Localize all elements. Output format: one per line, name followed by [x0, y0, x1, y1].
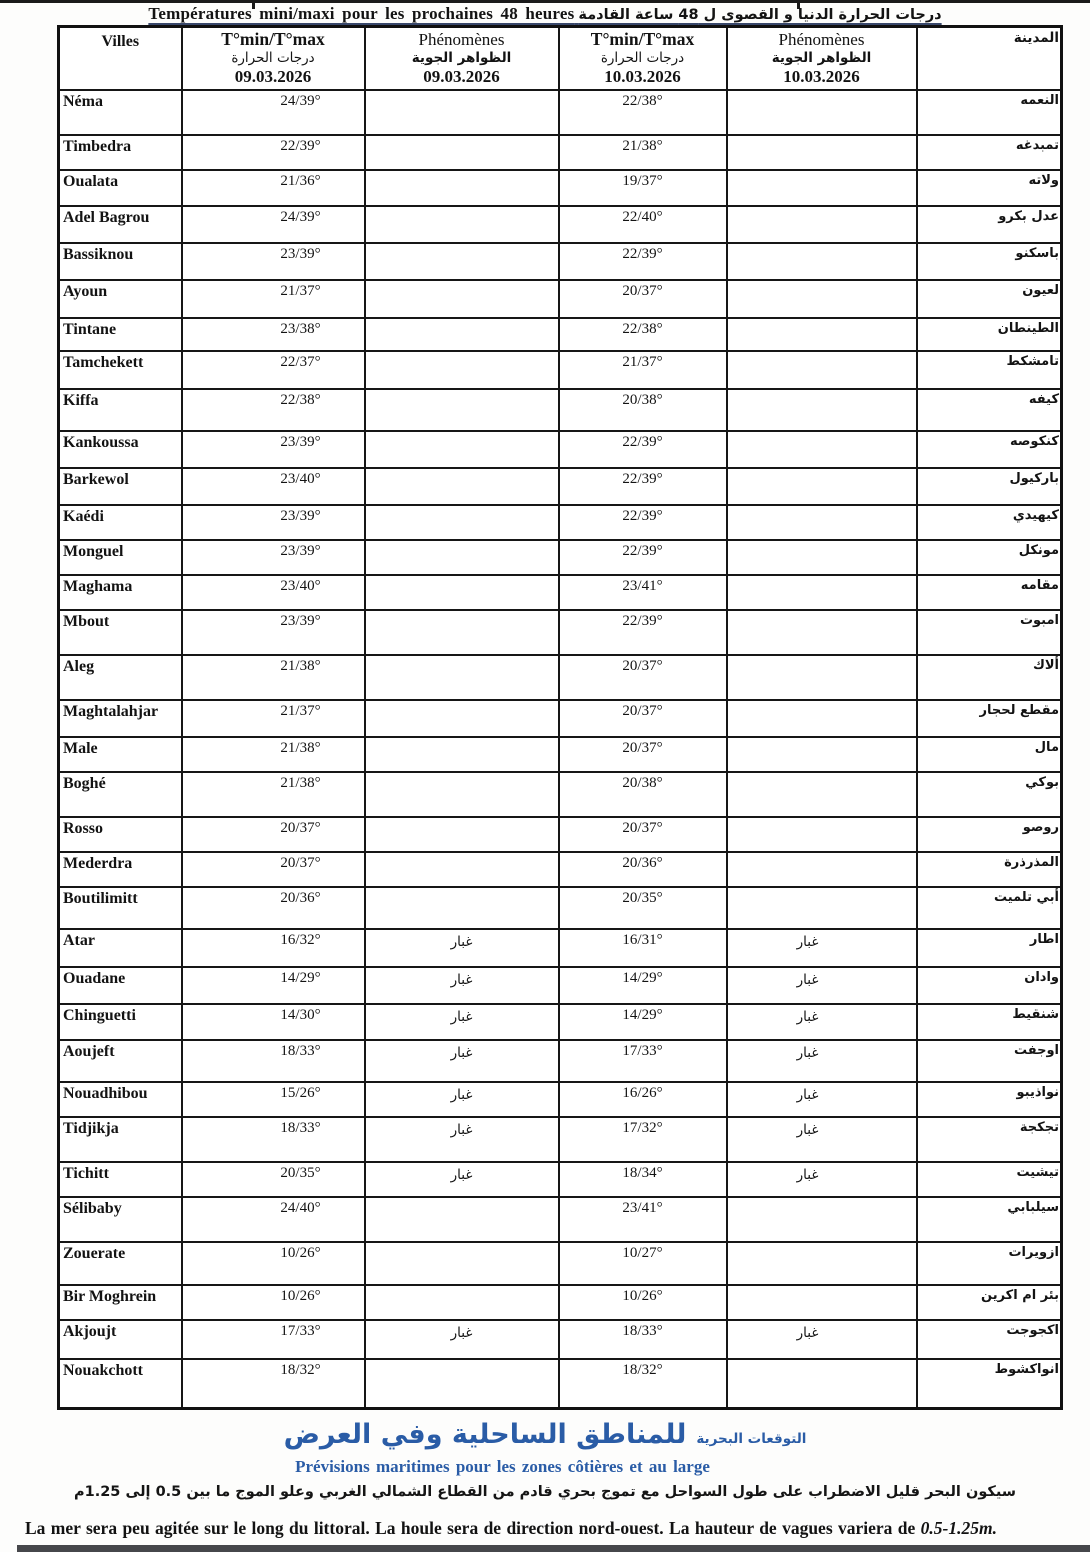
phenomena-day2 — [727, 575, 917, 610]
phenomena-day1 — [365, 505, 559, 540]
city-name-fr: Maghama — [59, 575, 182, 610]
temp-day2: 18/33° — [559, 1320, 727, 1359]
temp-day1: 21/38° — [182, 655, 365, 700]
temp-day2: 20/38° — [559, 389, 727, 431]
phenomena-day2 — [727, 772, 917, 817]
table-row — [59, 431, 1062, 468]
phenomena-day2 — [727, 737, 917, 772]
city-name-fr: Rosso — [59, 817, 182, 852]
temp-day1: 23/40° — [182, 468, 365, 505]
city-name-ar: بوكي — [917, 772, 1062, 817]
table-row — [59, 1197, 1062, 1242]
temp-day1: 14/29° — [182, 967, 365, 1004]
city-name-fr: Male — [59, 737, 182, 772]
temp-day2: 22/38° — [559, 90, 727, 135]
phenomena-day2: غبار — [727, 967, 917, 1004]
temp-day2: 17/33° — [559, 1040, 727, 1082]
temp-day1: 15/26° — [182, 1082, 365, 1117]
phenomena-day2 — [727, 887, 917, 929]
phenomena-day2 — [727, 655, 917, 700]
phenomena-day1: غبار — [365, 1082, 559, 1117]
temp-day2: 20/36° — [559, 852, 727, 887]
temp-day1: 21/37° — [182, 700, 365, 737]
phenomena-day1 — [365, 431, 559, 468]
phenomena-day1 — [365, 1242, 559, 1285]
city-name-fr: Timbedra — [59, 135, 182, 170]
table-row — [59, 967, 1062, 1004]
header-tminmax-day1: T°min/T°max درجات الحرارة 09.03.2026 — [182, 27, 365, 90]
phenomena-day2 — [727, 318, 917, 351]
temp-day1: 10/26° — [182, 1242, 365, 1285]
top-border-remnant — [0, 0, 1090, 3]
temp-day2: 19/37° — [559, 170, 727, 206]
phenomena-day1 — [365, 468, 559, 505]
temp-day2: 21/38° — [559, 135, 727, 170]
temp-day2: 22/39° — [559, 431, 727, 468]
table-row — [59, 280, 1062, 318]
temp-day2: 22/39° — [559, 243, 727, 280]
phenomena-day2 — [727, 90, 917, 135]
temp-day1: 17/33° — [182, 1320, 365, 1359]
phenomena-day1 — [365, 700, 559, 737]
temp-day2: 20/35° — [559, 887, 727, 929]
city-name-fr: Bassiknou — [59, 243, 182, 280]
header-tminmax-day2: T°min/T°max درجات الحرارة 10.03.2026 — [559, 27, 727, 90]
city-name-ar: وادان — [917, 967, 1062, 1004]
temp-day1: 23/39° — [182, 431, 365, 468]
city-name-fr: Nouakchott — [59, 1359, 182, 1409]
phenomena-day2: غبار — [727, 1040, 917, 1082]
city-name-fr: Bir Moghrein — [59, 1285, 182, 1320]
city-name-ar: النعمه — [917, 90, 1062, 135]
temp-day2: 20/37° — [559, 655, 727, 700]
temp-day1: 10/26° — [182, 1285, 365, 1320]
phenomena-day1 — [365, 817, 559, 852]
city-name-ar: مال — [917, 737, 1062, 772]
phenomena-day2 — [727, 243, 917, 280]
city-name-fr: Tintane — [59, 318, 182, 351]
city-name-fr: Mederdra — [59, 852, 182, 887]
phenomena-day2 — [727, 540, 917, 575]
city-name-ar: ألاك — [917, 655, 1062, 700]
phenomena-day1 — [365, 206, 559, 243]
phenomena-day1: غبار — [365, 1004, 559, 1040]
temp-day1: 18/33° — [182, 1117, 365, 1162]
phenomena-day1 — [365, 318, 559, 351]
city-name-fr: Oualata — [59, 170, 182, 206]
city-name-fr: Nouadhibou — [59, 1082, 182, 1117]
table-row — [59, 90, 1062, 135]
header-phenomenes-day1: Phénomènes الظواهر الجوية 09.03.2026 — [365, 27, 559, 90]
table-row — [59, 468, 1062, 505]
city-name-fr: Maghtalahjar — [59, 700, 182, 737]
city-name-fr: Ouadane — [59, 967, 182, 1004]
marine-heading-ar-big: للمناطق الساحلية وفي العرض — [283, 1419, 687, 1450]
phenomena-day2 — [727, 852, 917, 887]
temp-day2: 14/29° — [559, 967, 727, 1004]
city-name-ar: المذرذرة — [917, 852, 1062, 887]
city-name-fr: Kaédi — [59, 505, 182, 540]
table-row — [59, 243, 1062, 280]
city-name-ar: مقطع لحجار — [917, 700, 1062, 737]
phenomena-day1 — [365, 243, 559, 280]
city-name-ar: تمبدغه — [917, 135, 1062, 170]
phenomena-day1: غبار — [365, 1162, 559, 1197]
table-row — [59, 1162, 1062, 1197]
temp-day2: 20/38° — [559, 772, 727, 817]
sea-state-fr: La mer sera peu agitée sur le long du littoral. La houle sera de direction nord-ouest. La hauteur de vagues variera de 0.5-1.25m. — [25, 1518, 997, 1538]
phenomena-day2 — [727, 135, 917, 170]
city-name-fr: Tidjikja — [59, 1117, 182, 1162]
phenomena-day1 — [365, 655, 559, 700]
city-name-fr: Néma — [59, 90, 182, 135]
temp-day1: 21/37° — [182, 280, 365, 318]
temp-day1: 21/36° — [182, 170, 365, 206]
temp-day1: 23/38° — [182, 318, 365, 351]
city-name-fr: Kankoussa — [59, 431, 182, 468]
temp-day1: 14/30° — [182, 1004, 365, 1040]
city-name-ar: تامشكط — [917, 351, 1062, 389]
table-row — [59, 1117, 1062, 1162]
table-row — [59, 575, 1062, 610]
temp-day1: 21/38° — [182, 772, 365, 817]
table-row — [59, 540, 1062, 575]
temp-day1: 20/35° — [182, 1162, 365, 1197]
page-title — [0, 4, 1090, 24]
marine-forecast-heading-fr: Prévisions maritimes pour les zones côtières et au large — [295, 1457, 710, 1476]
city-name-fr: Aleg — [59, 655, 182, 700]
city-name-ar: تجكجة — [917, 1117, 1062, 1162]
table-row — [59, 655, 1062, 700]
table-row — [59, 170, 1062, 206]
phenomena-day1 — [365, 575, 559, 610]
phenomena-day2 — [727, 1359, 917, 1409]
city-name-ar: مونكل — [917, 540, 1062, 575]
city-name-fr: Adel Bagrou — [59, 206, 182, 243]
phenomena-day2 — [727, 1242, 917, 1285]
phenomena-day1: غبار — [365, 1320, 559, 1359]
table-row — [59, 505, 1062, 540]
phenomena-day2: غبار — [727, 1320, 917, 1359]
table-row — [59, 772, 1062, 817]
phenomena-day2 — [727, 431, 917, 468]
table-row — [59, 852, 1062, 887]
phenomena-day2 — [727, 1197, 917, 1242]
wave-height-range: 0.5-1.25m. — [920, 1518, 997, 1538]
phenomena-day2 — [727, 817, 917, 852]
table-row — [59, 700, 1062, 737]
phenomena-day2 — [727, 351, 917, 389]
temp-day1: 23/39° — [182, 505, 365, 540]
marine-forecast-heading-ar — [0, 1419, 1090, 1450]
table-row — [59, 1082, 1062, 1117]
phenomena-day2: غبار — [727, 1004, 917, 1040]
phenomena-day1 — [365, 1359, 559, 1409]
city-name-ar: انواكشوط — [917, 1359, 1062, 1409]
city-name-ar: كيفه — [917, 389, 1062, 431]
city-name-fr: Boghé — [59, 772, 182, 817]
phenomena-day1 — [365, 540, 559, 575]
phenomena-day1: غبار — [365, 967, 559, 1004]
temperatures-table — [57, 25, 1063, 1410]
table-row — [59, 1004, 1062, 1040]
temp-day2: 21/37° — [559, 351, 727, 389]
temp-day1: 23/39° — [182, 540, 365, 575]
phenomena-day1 — [365, 90, 559, 135]
header-phenomenes-day2: Phénomènes الظواهر الجوية 10.03.2026 — [727, 27, 917, 90]
phenomena-day1 — [365, 887, 559, 929]
page-title-ar: درجات الحرارة الدنيا و القصوى ل 48 ساعة القادمة — [578, 7, 942, 23]
city-name-ar: أبي تلميت — [917, 887, 1062, 929]
phenomena-day1 — [365, 737, 559, 772]
temp-day2: 22/40° — [559, 206, 727, 243]
phenomena-day2 — [727, 505, 917, 540]
city-name-ar: اكجوجت — [917, 1320, 1062, 1359]
city-name-ar: ازويرات — [917, 1242, 1062, 1285]
city-name-fr: Zouerate — [59, 1242, 182, 1285]
city-name-ar: عدل بكرو — [917, 206, 1062, 243]
header-city-ar: المدينة — [917, 27, 1062, 90]
table-row — [59, 1359, 1062, 1409]
temp-day2: 18/32° — [559, 1359, 727, 1409]
phenomena-day2 — [727, 468, 917, 505]
temp-day2: 22/39° — [559, 505, 727, 540]
phenomena-day1 — [365, 351, 559, 389]
table-row — [59, 1040, 1062, 1082]
table-row — [59, 318, 1062, 351]
city-name-fr: Boutilimitt — [59, 887, 182, 929]
temp-day1: 24/39° — [182, 90, 365, 135]
temp-day1: 20/37° — [182, 852, 365, 887]
temp-day1: 22/37° — [182, 351, 365, 389]
temp-day2: 22/39° — [559, 540, 727, 575]
city-name-ar: كنكوصه — [917, 431, 1062, 468]
city-name-fr: Aoujeft — [59, 1040, 182, 1082]
city-name-ar: بئر ام اكرين — [917, 1285, 1062, 1320]
temp-day1: 20/36° — [182, 887, 365, 929]
temp-day1: 20/37° — [182, 817, 365, 852]
phenomena-day1 — [365, 280, 559, 318]
temp-day2: 10/26° — [559, 1285, 727, 1320]
city-name-ar: باسكنو — [917, 243, 1062, 280]
table-row — [59, 206, 1062, 243]
temp-day2: 14/29° — [559, 1004, 727, 1040]
phenomena-day1 — [365, 1197, 559, 1242]
phenomena-day2: غبار — [727, 1117, 917, 1162]
city-name-fr: Akjoujt — [59, 1320, 182, 1359]
table-row — [59, 817, 1062, 852]
temp-day1: 22/38° — [182, 389, 365, 431]
city-name-ar: تيشيت — [917, 1162, 1062, 1197]
phenomena-day2 — [727, 610, 917, 655]
phenomena-day1 — [365, 389, 559, 431]
phenomena-day1 — [365, 852, 559, 887]
temp-day2: 20/37° — [559, 280, 727, 318]
phenomena-day1: غبار — [365, 929, 559, 967]
temp-day1: 23/40° — [182, 575, 365, 610]
temp-day1: 23/39° — [182, 610, 365, 655]
city-name-ar: اوجفت — [917, 1040, 1062, 1082]
temp-day2: 18/34° — [559, 1162, 727, 1197]
temp-day1: 18/32° — [182, 1359, 365, 1409]
temp-day2: 23/41° — [559, 575, 727, 610]
city-name-fr: Kiffa — [59, 389, 182, 431]
phenomena-day2: غبار — [727, 929, 917, 967]
temp-day1: 24/40° — [182, 1197, 365, 1242]
temp-day1: 18/33° — [182, 1040, 365, 1082]
city-name-fr: Tichitt — [59, 1162, 182, 1197]
phenomena-day2 — [727, 170, 917, 206]
phenomena-day1 — [365, 1285, 559, 1320]
city-name-ar: الطينطان — [917, 318, 1062, 351]
bottom-bar — [17, 1545, 1090, 1552]
temp-day2: 22/39° — [559, 468, 727, 505]
temp-day2: 22/38° — [559, 318, 727, 351]
city-name-fr: Barkewol — [59, 468, 182, 505]
marine-heading-ar-small: التوقعات البحرية — [696, 1431, 807, 1447]
phenomena-day1 — [365, 772, 559, 817]
phenomena-day2 — [727, 389, 917, 431]
table-row — [59, 1242, 1062, 1285]
temp-day1: 21/38° — [182, 737, 365, 772]
city-name-ar: روصو — [917, 817, 1062, 852]
temp-day2: 10/27° — [559, 1242, 727, 1285]
phenomena-day1 — [365, 610, 559, 655]
temp-day2: 20/37° — [559, 737, 727, 772]
phenomena-day1: غبار — [365, 1040, 559, 1082]
page-title-fr: Températures mini/maxi pour les prochaines 48 heures — [148, 4, 575, 23]
city-name-ar: لعيون — [917, 280, 1062, 318]
table-row — [59, 737, 1062, 772]
city-name-fr: Chinguetti — [59, 1004, 182, 1040]
table-row — [59, 610, 1062, 655]
phenomena-day2 — [727, 700, 917, 737]
city-name-fr: Mbout — [59, 610, 182, 655]
city-name-ar: شنقيط — [917, 1004, 1062, 1040]
temp-day1: 23/39° — [182, 243, 365, 280]
city-name-fr: Monguel — [59, 540, 182, 575]
city-name-ar: امبوت — [917, 610, 1062, 655]
temp-day2: 17/32° — [559, 1117, 727, 1162]
header-villes: Villes — [59, 27, 182, 90]
city-name-fr: Tamchekett — [59, 351, 182, 389]
city-name-ar: باركيول — [917, 468, 1062, 505]
phenomena-day2 — [727, 206, 917, 243]
temp-day1: 24/39° — [182, 206, 365, 243]
city-name-ar: ولاته — [917, 170, 1062, 206]
city-name-ar: كيهيدي — [917, 505, 1062, 540]
temp-day1: 22/39° — [182, 135, 365, 170]
city-name-fr: Sélibaby — [59, 1197, 182, 1242]
city-name-fr: Ayoun — [59, 280, 182, 318]
temp-day2: 16/31° — [559, 929, 727, 967]
city-name-ar: نواذيبو — [917, 1082, 1062, 1117]
city-name-ar: اطار — [917, 929, 1062, 967]
temp-day1: 16/32° — [182, 929, 365, 967]
phenomena-day2 — [727, 280, 917, 318]
phenomena-day2: غبار — [727, 1082, 917, 1117]
table-header-row — [59, 27, 1062, 90]
temp-day2: 22/39° — [559, 610, 727, 655]
table-row — [59, 351, 1062, 389]
temp-day2: 20/37° — [559, 817, 727, 852]
city-name-fr: Atar — [59, 929, 182, 967]
phenomena-day2: غبار — [727, 1162, 917, 1197]
phenomena-day1 — [365, 170, 559, 206]
sea-state-ar: سيكون البحر قليل الاضطراب على طول السواحل مع تموج بحري قادم من القطاع الشمالي الغربي وعلو الموج ما بين 0.5 إلى 1.25م — [73, 1484, 1017, 1500]
table-row — [59, 1285, 1062, 1320]
phenomena-day1: غبار — [365, 1117, 559, 1162]
temp-day2: 16/26° — [559, 1082, 727, 1117]
city-name-ar: سيلبابي — [917, 1197, 1062, 1242]
table-row — [59, 929, 1062, 967]
city-name-ar: مقامه — [917, 575, 1062, 610]
temp-day2: 23/41° — [559, 1197, 727, 1242]
table-row — [59, 1320, 1062, 1359]
phenomena-day2 — [727, 1285, 917, 1320]
temp-day2: 20/37° — [559, 700, 727, 737]
table-row — [59, 389, 1062, 431]
table-row — [59, 135, 1062, 170]
table-row — [59, 887, 1062, 929]
phenomena-day1 — [365, 135, 559, 170]
table-body — [59, 90, 1062, 1409]
